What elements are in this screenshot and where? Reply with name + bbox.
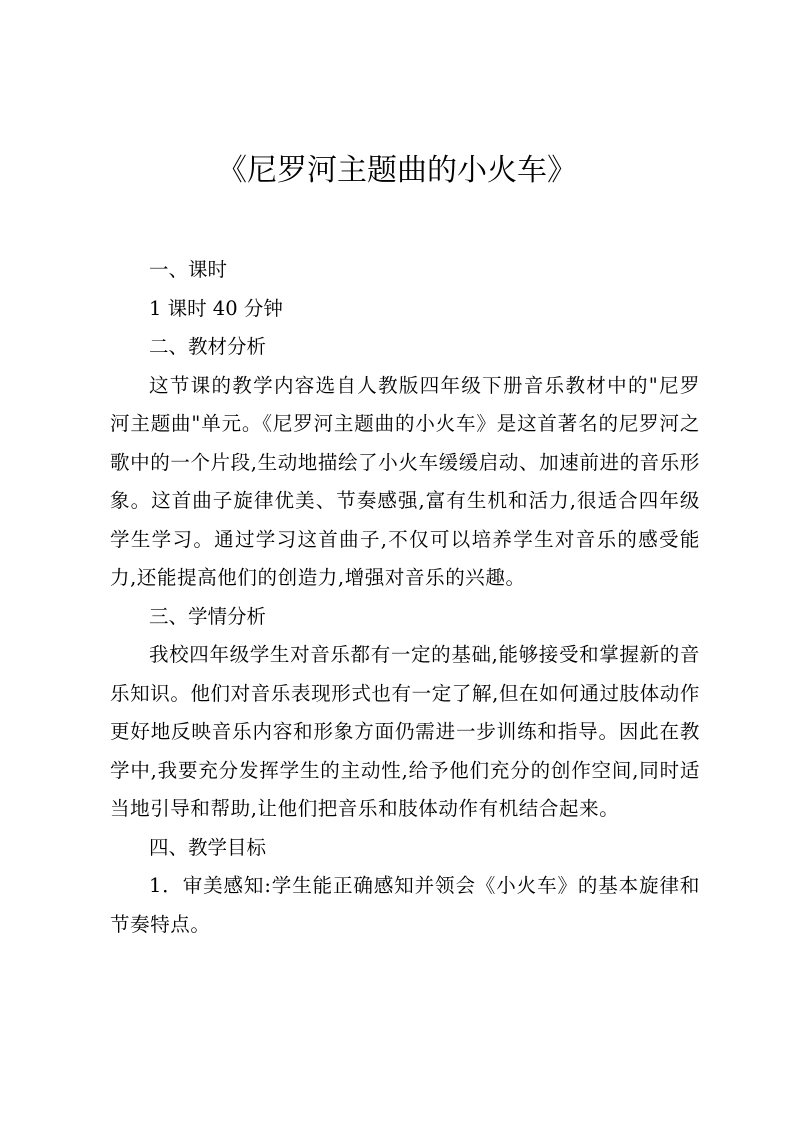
document-body [110,251,700,944]
student-analysis-paragraph: 我校四年级学生对音乐都有一定的基础,能够接受和掌握新的音乐知识。他们对音乐表现形式也有一定了解,但在如何通过肢体动作更好地反映音乐内容和形象方面仍需进一步训练和指导。因此在教学中,我要充分发挥学生的主动性,给予他们充分的创作空间,同时适当地引导和帮助,让他们把音乐和肢体动作有机结合起来。 [110,643,700,820]
section-heading-teaching-goals: 四、教学目标 [149,835,267,859]
section-heading-material-analysis: 二、教材分析 [149,335,267,358]
section-heading-student-analysis: 三、学情分析 [149,604,267,628]
section-heading-class-hours: 一、课时 [149,258,228,281]
document-title: 《尼罗河主题曲的小火车》 [217,153,577,188]
teaching-goal-item-1: 1．审美感知:学生能正确感知并领会《小火车》的基本旋律和节奏特点。 [110,874,700,936]
class-hours-text: 1 课时 40 分钟 [149,296,283,320]
material-analysis-paragraph: 这节课的教学内容选自人教版四年级下册音乐教材中的"尼罗河主题曲"单元。《尼罗河主题曲的小火车》是这首著名的尼罗河之歌中的一个片段,生动地描绘了小火车缓缓启动、加速前进的音乐形象。这首曲子旋律优美、节奏感强,富有生机和活力,很适合四年级学生学习。通过学习这首曲子,不仅可以培养学生对音乐的感受能力,还能提高他们的创造力,增强对音乐的兴趣。 [110,373,700,589]
